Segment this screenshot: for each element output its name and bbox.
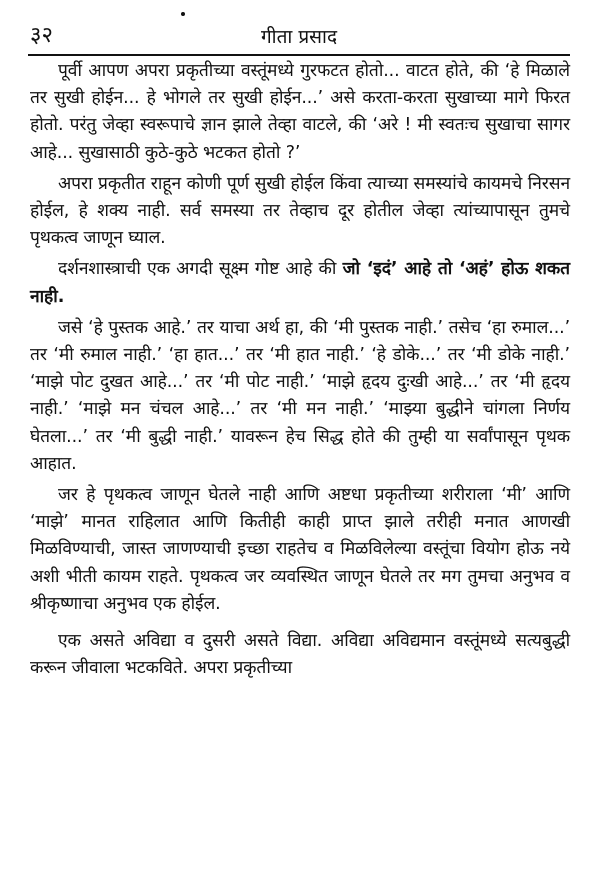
page-number: ३२ — [30, 23, 53, 48]
paragraph-4: जसे ‘हे पुस्तक आहे.’ तर याचा अर्थ हा, की ‘मी पुस्तक नाही.’ तसेच ‘हा रुमाल...’ तर ‘मी रुमाल नाही.’ ‘हा हात...’ तर ‘मी हात नाही.’ ‘हे डोके...’ तर ‘मी डोके नाही.’ ‘माझे पोट दुखत आहे...’ तर ‘मी पोट नाही.’ ‘माझे हृदय दुःखी आहे...’ तर ‘मी हृदय नाही.’ ‘माझे मन चंचल आहे...’ तर ‘मी मन नाही.’ ‘माझ्या बुद्धीने चांगला निर्णय घेतला...’ तर ‘मी बुद्धी नाही.’ यावरून हेच सिद्ध होते की तुम्ही या सर्वांपासून पृथक आहात. — [30, 317, 570, 474]
running-title: गीता प्रसाद — [260, 26, 338, 48]
ink-dot — [181, 12, 185, 16]
paragraph-3-bold-text: जो ‘इदं’ आहे तो ‘अहं’ होऊ शकत नाही. — [30, 259, 570, 307]
paragraph-3 — [30, 256, 570, 310]
page-body — [30, 58, 570, 686]
page-header — [28, 20, 570, 56]
paragraph-3-text: दर्शनशास्त्राची एक अगदी सूक्ष्म गोष्ट आहे की — [58, 259, 343, 280]
paragraph-2: अपरा प्रकृतीत राहून कोणी पूर्ण सुखी होईल किंवा त्याच्या समस्यांचे कायमचे निरसन होईल, हे शक्य नाही. सर्व समस्या तर तेव्हाच दूर होतील जेव्हा त्यांच्यापासून तुमचे पृथकत्व जाणून घ्याल. — [30, 173, 570, 249]
paragraph-6: एक असते अविद्या व दुसरी असते विद्या. अविद्या अविद्यमान वस्तूंमध्ये सत्यबुद्धी करून जीवाला भटकविते. अपरा प्रकृतीच्या — [30, 631, 570, 679]
paragraph-1: पूर्वी आपण अपरा प्रकृतीच्या वस्तूंमध्ये गुरफटत होतो... वाटत होते, की ‘हे मिळाले तर सुखी होईन... हे भोगले तर सुखी होईन...’ असे करता-करता सुखाच्या मागे फिरत होतो. परंतु जेव्हा स्वरूपाचे ज्ञान झाले तेव्हा वाटले, की ‘अरे ! मी स्वतःच सुखाचा सागर आहे... सुखासाठी कुठे-कुठे भटकत होतो ?’ — [30, 61, 570, 163]
paragraph-5: जर हे पृथकत्व जाणून घेतले नाही आणि अष्टधा प्रकृतीच्या शरीराला ‘मी’ आणि ‘माझे’ मानत राहिलात आणि कितीही काही प्राप्त झाले तरीही मनात आणखी मिळविण्याची, जास्त जाणण्याची इच्छा राहतेच व मिळविलेल्या वस्तूंचा वियोग होऊ नये अशी भीती कायम राहते. पृथकत्व जर व्यवस्थित जाणून घेतले तर मग तुमचा अनुभव व श्रीकृष्णाचा अनुभव एक होईल. — [30, 485, 570, 614]
